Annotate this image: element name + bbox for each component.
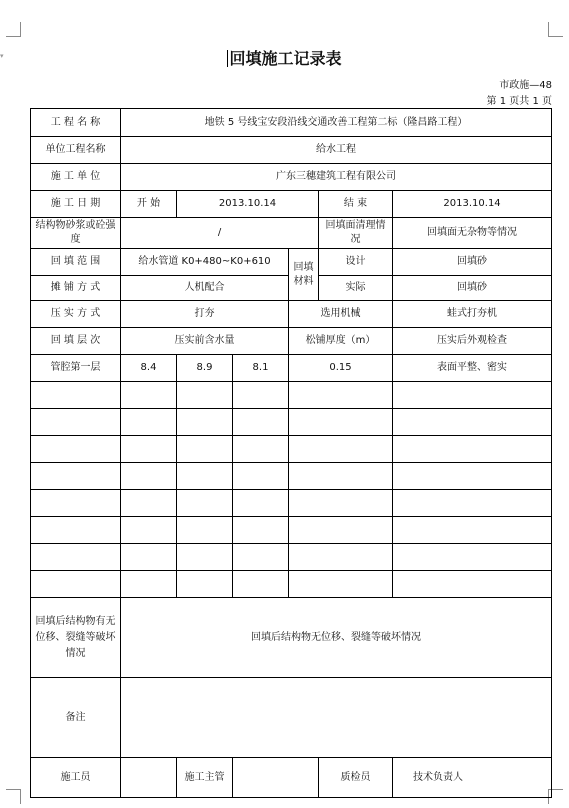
empty-cell[interactable] (393, 571, 552, 598)
row-range (31, 249, 552, 276)
project-name-label: 工 程 名 称 (31, 109, 121, 137)
table-row (31, 463, 552, 490)
supervisor-label: 施工主管 (177, 758, 233, 798)
moisture-1[interactable]: 8.4 (121, 355, 177, 382)
table-row (31, 544, 552, 571)
layer-name[interactable]: 管腔第一层 (31, 355, 121, 382)
machinery-label: 选用机械 (289, 301, 393, 328)
empty-cell[interactable] (393, 463, 552, 490)
mortar-strength-value[interactable]: / (121, 218, 319, 249)
empty-cell[interactable] (233, 463, 289, 490)
moisture-label: 压实前含水量 (121, 328, 289, 355)
empty-cell[interactable] (289, 382, 393, 409)
mortar-strength-label: 结构物砂浆或砼强度 (31, 218, 121, 249)
design-label: 设计 (319, 249, 393, 276)
row-project-name (31, 109, 552, 137)
design-material-value[interactable]: 回填砂 (393, 249, 552, 276)
empty-cell[interactable] (31, 571, 121, 598)
empty-cell[interactable] (121, 544, 177, 571)
crop-mark-bottom-left (6, 789, 21, 804)
tech-lead-label: 技术负责人 (413, 771, 463, 783)
damage-check-label: 回填后结构物有无位移、裂缝等破坏情况 (31, 598, 121, 678)
end-label: 结 束 (319, 191, 393, 218)
surface-clean-label: 回填面清理情况 (319, 218, 393, 249)
moisture-2[interactable]: 8.9 (177, 355, 233, 382)
loose-thickness-value[interactable]: 0.15 (289, 355, 393, 382)
empty-cell[interactable] (31, 409, 121, 436)
row-unit-project (31, 137, 552, 164)
empty-cell[interactable] (289, 463, 393, 490)
empty-cell[interactable] (121, 382, 177, 409)
project-name-value[interactable]: 地铁 5 号线宝安段沿线交通改善工程第二标（隆昌路工程） (121, 109, 552, 137)
row-date (31, 191, 552, 218)
worker-label: 施工员 (31, 758, 121, 798)
row-layer-header (31, 328, 552, 355)
empty-cell[interactable] (289, 571, 393, 598)
empty-cell[interactable] (393, 490, 552, 517)
empty-cell[interactable] (31, 436, 121, 463)
empty-cell[interactable] (31, 382, 121, 409)
row-signatures (31, 758, 552, 798)
remarks-label: 备注 (31, 678, 121, 758)
empty-cell[interactable] (177, 490, 233, 517)
range-label: 回 填 范 围 (31, 249, 121, 276)
compaction-label: 压 实 方 式 (31, 301, 121, 328)
contractor-label: 施 工 单 位 (31, 164, 121, 191)
date-label: 施 工 日 期 (31, 191, 121, 218)
worker-signature[interactable] (121, 758, 177, 798)
empty-cell[interactable] (177, 463, 233, 490)
empty-cell[interactable] (177, 382, 233, 409)
empty-cell[interactable] (177, 571, 233, 598)
spread-value[interactable]: 人机配合 (121, 276, 289, 301)
inspection-value[interactable]: 表面平整、密实 (393, 355, 552, 382)
unit-project-value[interactable]: 给水工程 (121, 137, 552, 164)
table-row (31, 355, 552, 382)
surface-clean-value[interactable]: 回填面无杂物等情况 (393, 218, 552, 249)
paragraph-marker-icon: ▾ (0, 52, 4, 60)
crop-mark-top-right (548, 22, 563, 37)
empty-cell[interactable] (121, 463, 177, 490)
crop-mark-top-left (6, 22, 21, 37)
compaction-value[interactable]: 打夯 (121, 301, 289, 328)
layer-label: 回 填 层 次 (31, 328, 121, 355)
empty-cell[interactable] (121, 517, 177, 544)
empty-cell[interactable] (289, 436, 393, 463)
actual-label: 实际 (319, 276, 393, 301)
empty-cell[interactable] (177, 436, 233, 463)
page-info: 第 1 页共 1 页 (486, 96, 552, 107)
table-row (31, 382, 552, 409)
empty-cell[interactable] (31, 517, 121, 544)
empty-cell[interactable] (31, 544, 121, 571)
row-remarks (31, 678, 552, 758)
page-title: 回填施工记录表 (229, 49, 342, 68)
backfill-record-table (30, 108, 552, 798)
empty-cell[interactable] (121, 409, 177, 436)
actual-material-value[interactable]: 回填砂 (393, 276, 552, 301)
empty-cell[interactable] (121, 436, 177, 463)
empty-cell[interactable] (289, 517, 393, 544)
empty-cell[interactable] (121, 490, 177, 517)
empty-cell[interactable] (393, 382, 552, 409)
supervisor-signature[interactable] (233, 758, 319, 798)
empty-cell[interactable] (233, 490, 289, 517)
spread-label: 摊 铺 方 式 (31, 276, 121, 301)
empty-cell[interactable] (233, 436, 289, 463)
row-contractor (31, 164, 552, 191)
empty-cell[interactable] (233, 517, 289, 544)
row-mortar-strength (31, 218, 552, 249)
qc-label: 质检员 (319, 758, 393, 798)
material-label: 回填材料 (289, 249, 319, 301)
empty-cell[interactable] (233, 382, 289, 409)
damage-check-value[interactable]: 回填后结构物无位移、裂缝等破坏情况 (121, 598, 552, 678)
empty-cell[interactable] (177, 544, 233, 571)
start-date-value[interactable]: 2013.10.14 (177, 191, 319, 218)
table-row (31, 409, 552, 436)
empty-cell[interactable] (233, 544, 289, 571)
empty-cell[interactable] (31, 463, 121, 490)
form-code: 市政施—48 (499, 80, 552, 91)
empty-cell[interactable] (289, 409, 393, 436)
tech-lead-cell[interactable] (393, 758, 552, 798)
empty-cell[interactable] (393, 517, 552, 544)
empty-cell[interactable] (233, 409, 289, 436)
empty-cell[interactable] (393, 544, 552, 571)
empty-cell[interactable] (177, 409, 233, 436)
empty-cell[interactable] (289, 544, 393, 571)
row-damage-check (31, 598, 552, 678)
empty-cell[interactable] (393, 436, 552, 463)
start-label: 开 始 (121, 191, 177, 218)
loose-thickness-label: 松铺厚度（m） (289, 328, 393, 355)
table-row (31, 571, 552, 598)
empty-cell[interactable] (121, 571, 177, 598)
empty-cell[interactable] (393, 409, 552, 436)
empty-cell[interactable] (177, 517, 233, 544)
empty-cell[interactable] (31, 490, 121, 517)
empty-cell[interactable] (233, 571, 289, 598)
table-row (31, 490, 552, 517)
remarks-value[interactable] (121, 678, 552, 758)
row-compaction (31, 301, 552, 328)
unit-project-label: 单位工程名称 (31, 137, 121, 164)
empty-cell[interactable] (289, 490, 393, 517)
moisture-3[interactable]: 8.1 (233, 355, 289, 382)
table-row (31, 517, 552, 544)
end-date-value[interactable]: 2013.10.14 (393, 191, 552, 218)
inspection-label: 压实后外观检查 (393, 328, 552, 355)
table-row (31, 436, 552, 463)
range-value[interactable]: 给水管道 K0+480~K0+610 (121, 249, 289, 276)
machinery-value[interactable]: 蛙式打夯机 (393, 301, 552, 328)
contractor-value[interactable]: 广东三穗建筑工程有限公司 (121, 164, 552, 191)
